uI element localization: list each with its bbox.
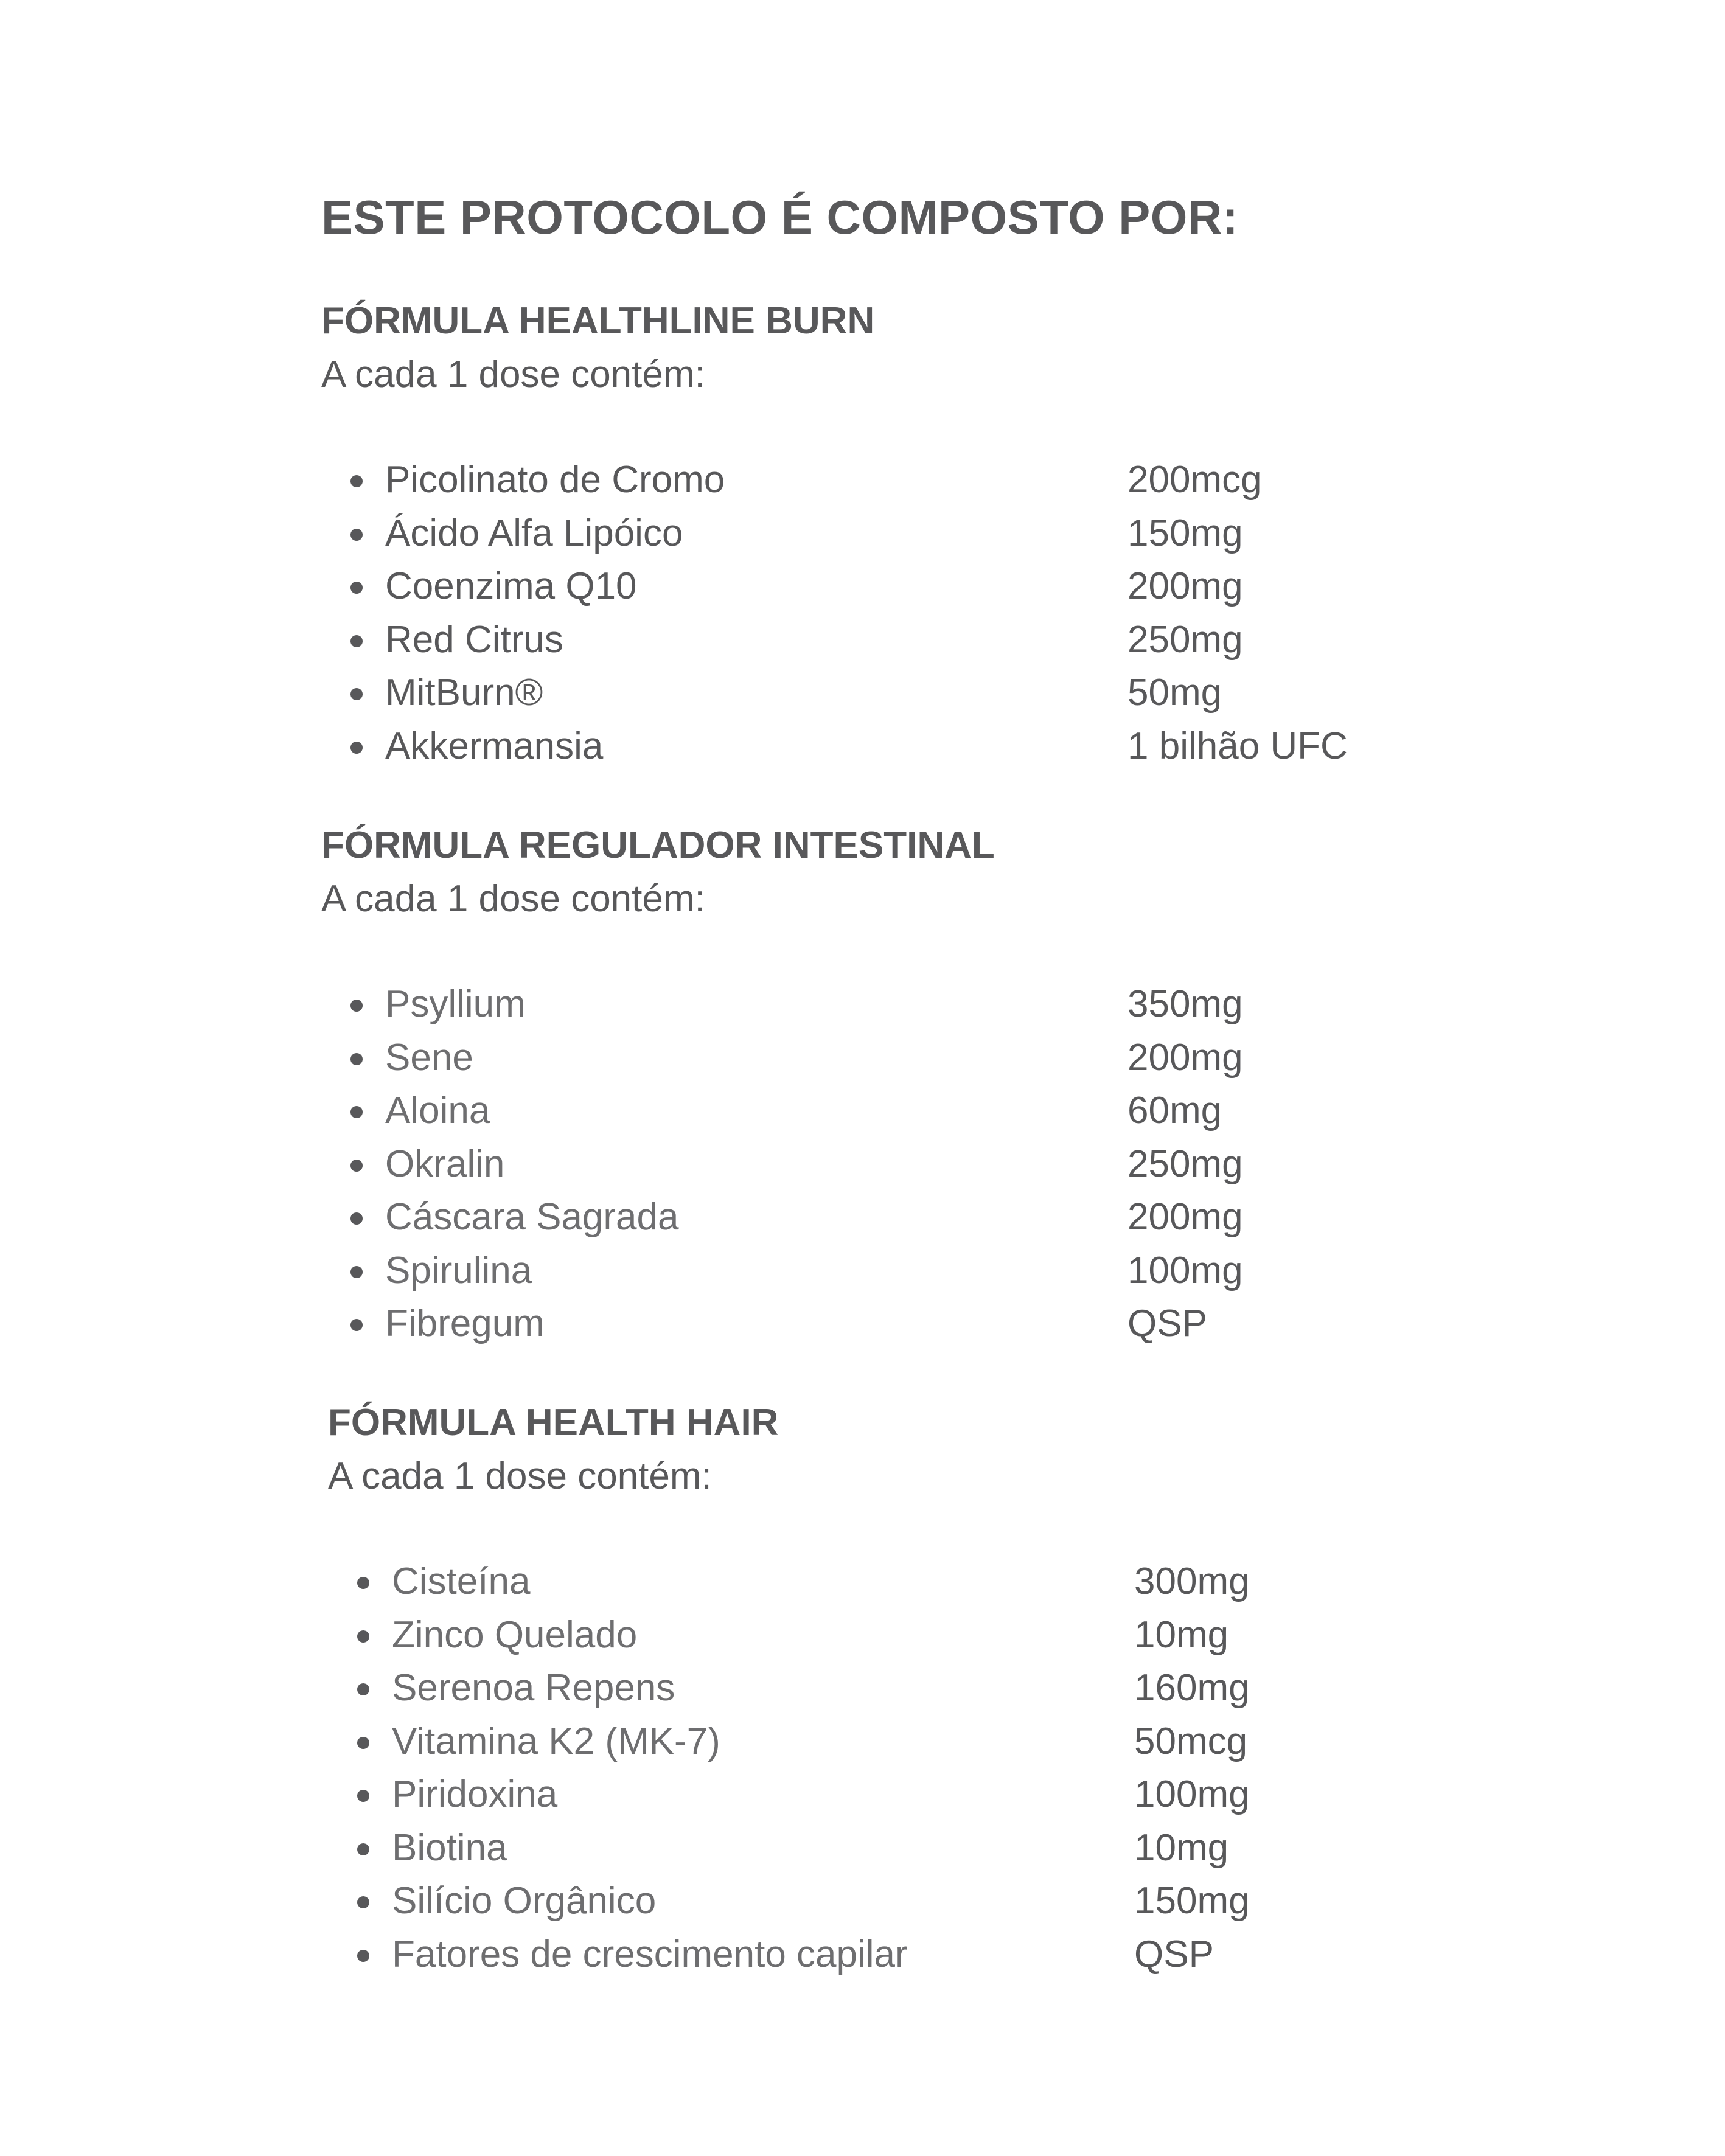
- bullet-icon: [350, 688, 363, 700]
- list-item: [328, 1768, 1423, 1821]
- section-health-hair: [328, 1396, 1423, 1981]
- list-item: [321, 978, 1417, 1031]
- ingredient-amount: 300mg: [1134, 1560, 1250, 1602]
- ingredient-list: [321, 978, 1417, 1351]
- ingredient-amount: 200mg: [1127, 1196, 1243, 1238]
- ingredient-amount: 100mg: [1134, 1773, 1250, 1815]
- ingredient-name: Cáscara Sagrada: [385, 1196, 679, 1238]
- bullet-icon: [357, 1790, 369, 1802]
- ingredient-amount: 200mcg: [1127, 459, 1262, 501]
- ingredient-amount: 250mg: [1127, 1142, 1243, 1185]
- list-item: [321, 1191, 1417, 1244]
- ingredient-name: Silício Orgânico: [392, 1880, 657, 1922]
- ingredient-name: MitBurn®: [385, 672, 543, 714]
- list-item: [328, 1715, 1423, 1768]
- section-regulador-intestinal: [321, 819, 1417, 1351]
- bullet-icon: [350, 1266, 363, 1278]
- list-item: [328, 1821, 1423, 1875]
- section-subtitle: A cada 1 dose contém:: [328, 1455, 712, 1497]
- list-item: [321, 1244, 1417, 1298]
- list-item: [321, 1084, 1417, 1138]
- bullet-icon: [350, 742, 363, 754]
- ingredient-name: Biotina: [392, 1826, 507, 1869]
- bullet-icon: [350, 1160, 363, 1172]
- bullet-icon: [357, 1896, 369, 1908]
- page-title: ESTE PROTOCOLO É COMPOSTO POR:: [321, 190, 1239, 244]
- ingredient-amount: 160mg: [1134, 1667, 1250, 1709]
- bullet-icon: [357, 1843, 369, 1855]
- bullet-icon: [350, 635, 363, 647]
- list-item: [328, 1608, 1423, 1662]
- ingredient-name: Spirulina: [385, 1249, 532, 1292]
- bullet-icon: [350, 529, 363, 541]
- list-item: [321, 507, 1417, 560]
- section-subtitle: A cada 1 dose contém:: [321, 878, 705, 920]
- ingredient-amount: 250mg: [1127, 618, 1243, 661]
- ingredient-amount: QSP: [1134, 1933, 1214, 1975]
- bullet-icon: [350, 1053, 363, 1065]
- ingredient-amount: 10mg: [1134, 1613, 1229, 1656]
- list-item: [321, 720, 1417, 773]
- ingredient-name: Fatores de crescimento capilar: [392, 1933, 908, 1975]
- bullet-icon: [350, 1000, 363, 1012]
- list-item: [321, 1297, 1417, 1351]
- ingredient-name: Ácido Alfa Lipóico: [385, 512, 683, 554]
- bullet-icon: [357, 1630, 369, 1643]
- ingredient-name: Serenoa Repens: [392, 1667, 675, 1709]
- list-item: [321, 613, 1417, 667]
- ingredient-amount: 1 bilhão UFC: [1127, 725, 1348, 767]
- section-subtitle: A cada 1 dose contém:: [321, 353, 705, 395]
- list-item: [328, 1661, 1423, 1715]
- section-title: FÓRMULA HEALTHLINE BURN: [321, 300, 875, 342]
- list-item: [321, 1138, 1417, 1191]
- list-item: [321, 560, 1417, 613]
- ingredient-amount: 150mg: [1134, 1880, 1250, 1922]
- ingredient-amount: 150mg: [1127, 512, 1243, 554]
- ingredient-amount: 60mg: [1127, 1090, 1222, 1132]
- bullet-icon: [357, 1683, 369, 1695]
- bullet-icon: [350, 582, 363, 594]
- ingredient-name: Fibregum: [385, 1302, 545, 1344]
- ingredient-amount: 100mg: [1127, 1249, 1243, 1292]
- ingredient-name: Aloina: [385, 1090, 490, 1132]
- ingredient-list: [321, 453, 1417, 773]
- list-item: [328, 1874, 1423, 1928]
- ingredient-name: Okralin: [385, 1142, 505, 1185]
- list-item: [321, 1031, 1417, 1085]
- ingredient-amount: 200mg: [1127, 1036, 1243, 1079]
- ingredient-amount: QSP: [1127, 1302, 1207, 1344]
- ingredient-amount: 50mcg: [1134, 1720, 1248, 1762]
- bullet-icon: [350, 1106, 363, 1118]
- list-item: [328, 1928, 1423, 1981]
- ingredient-name: Akkermansia: [385, 725, 604, 767]
- ingredient-amount: 350mg: [1127, 983, 1243, 1025]
- section-title: FÓRMULA REGULADOR INTESTINAL: [321, 824, 995, 866]
- bullet-icon: [350, 1319, 363, 1331]
- ingredient-amount: 10mg: [1134, 1826, 1229, 1869]
- ingredient-list: [328, 1555, 1423, 1981]
- ingredient-name: Sene: [385, 1036, 473, 1079]
- ingredient-name: Coenzima Q10: [385, 565, 637, 607]
- ingredient-name: Piridoxina: [392, 1773, 558, 1815]
- ingredient-name: Vitamina K2 (MK-7): [392, 1720, 720, 1762]
- ingredient-name: Red Citrus: [385, 618, 563, 661]
- list-item: [328, 1555, 1423, 1608]
- ingredient-name: Psyllium: [385, 983, 526, 1025]
- list-item: [321, 453, 1417, 507]
- bullet-icon: [357, 1950, 369, 1962]
- ingredient-name: Picolinato de Cromo: [385, 459, 725, 501]
- bullet-icon: [357, 1737, 369, 1749]
- ingredient-amount: 50mg: [1127, 672, 1222, 714]
- section-healthline-burn: [321, 294, 1417, 773]
- bullet-icon: [357, 1577, 369, 1589]
- section-title: FÓRMULA HEALTH HAIR: [328, 1402, 779, 1444]
- bullet-icon: [350, 475, 363, 487]
- list-item: [321, 666, 1417, 720]
- ingredient-name: Zinco Quelado: [392, 1613, 638, 1656]
- bullet-icon: [350, 1212, 363, 1225]
- ingredient-amount: 200mg: [1127, 565, 1243, 607]
- ingredient-name: Cisteína: [392, 1560, 531, 1602]
